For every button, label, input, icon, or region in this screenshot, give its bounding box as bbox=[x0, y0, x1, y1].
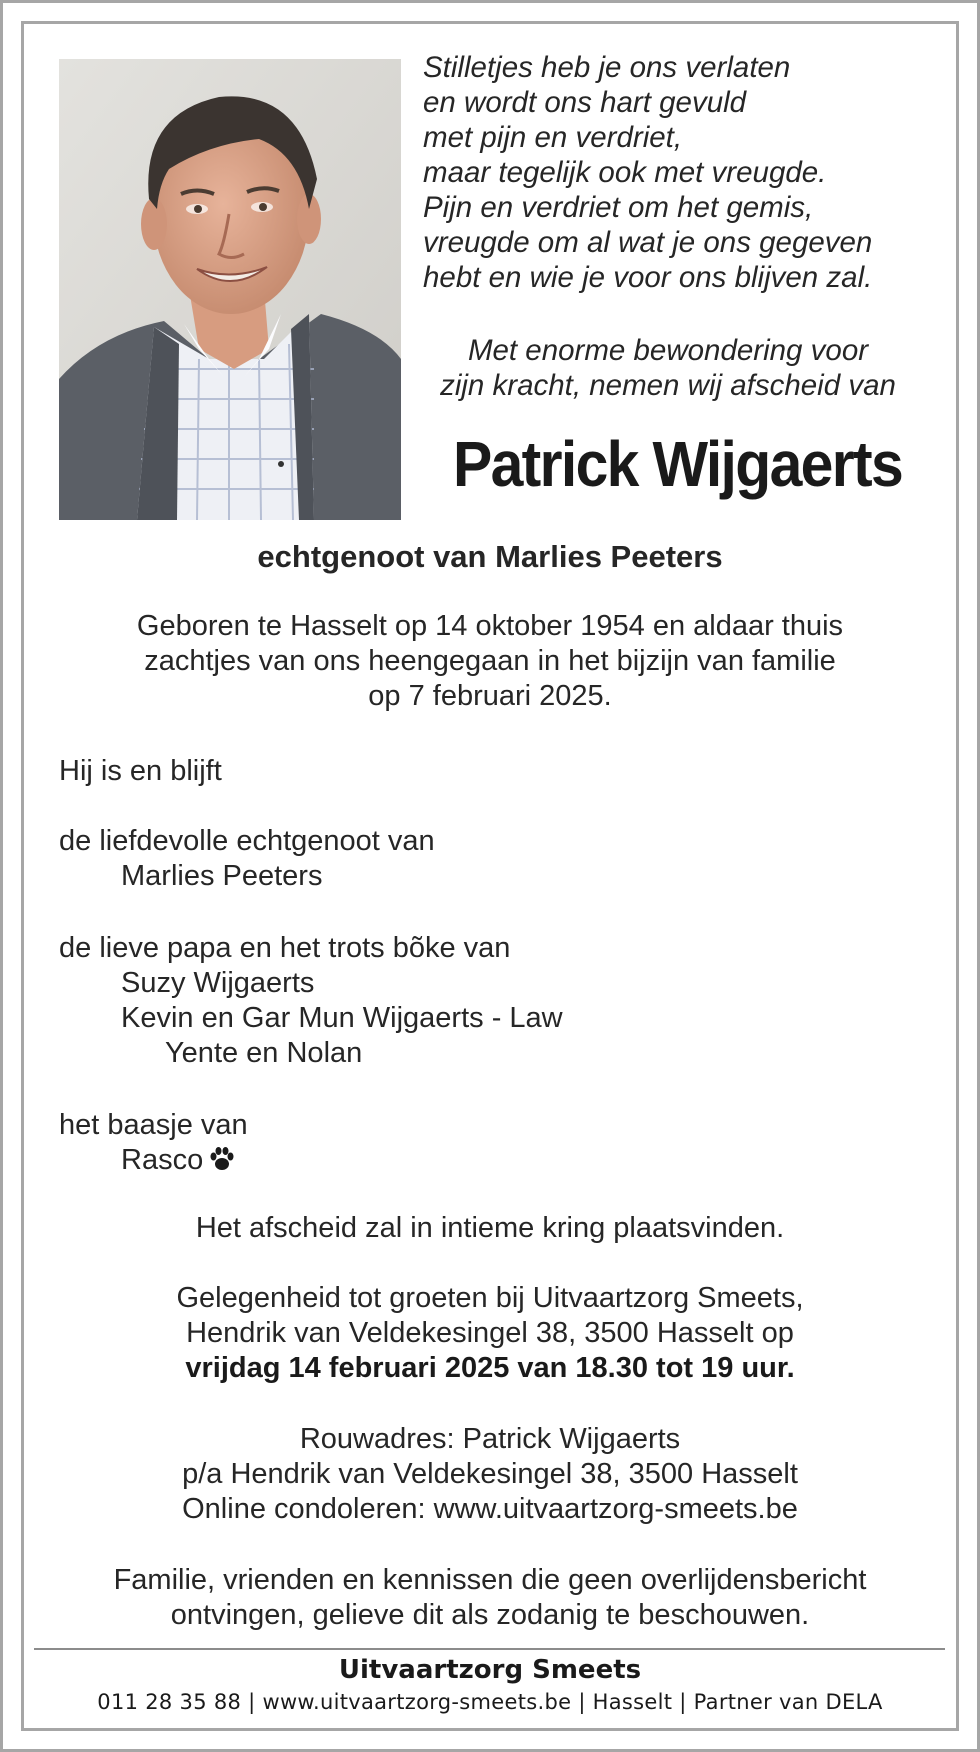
birth-line: Geboren te Hasselt op 14 oktober 1954 en aldaar thuis bbox=[136, 610, 844, 642]
poem-line: Stilletjes heb je ons verlaten bbox=[423, 51, 791, 84]
tribute-text bbox=[408, 333, 928, 403]
notice-line: Familie, vrienden en kennissen die geen overlijdensbericht bbox=[113, 1564, 867, 1596]
poem bbox=[423, 50, 943, 295]
pet-section bbox=[59, 1108, 248, 1181]
birth-line: op 7 februari 2025. bbox=[368, 680, 612, 712]
grandchildren-names: Yente en Nolan bbox=[165, 1037, 363, 1069]
poem-line: en wordt ons hart gevuld bbox=[423, 86, 747, 119]
poem-line: hebt en wie je voor ons blijven zal. bbox=[423, 261, 873, 294]
pet-name: Rasco bbox=[121, 1144, 204, 1176]
notice-line: ontvingen, gelieve dit als zodanig te beschouwen. bbox=[170, 1599, 810, 1631]
poem-line: vreugde om al wat je ons gegeven bbox=[423, 226, 873, 259]
deceased-name: Patrick Wijgaerts bbox=[452, 428, 903, 500]
visitation-info bbox=[0, 1281, 980, 1386]
farewell-line: Het afscheid zal in intieme kring plaatsvinden. bbox=[195, 1212, 785, 1244]
address-line: p/a Hendrik van Veldekesingel 38, 3500 Hasselt bbox=[182, 1458, 798, 1490]
children-label: de lieve papa en het trots bõke van bbox=[59, 932, 511, 964]
notice-text bbox=[0, 1563, 980, 1633]
child-name: Suzy Wijgaerts bbox=[121, 967, 315, 999]
tribute-line: Met enorme bewondering voor bbox=[467, 334, 869, 367]
visitation-line: Gelegenheid tot groeten bij Uitvaartzorg Smeets, bbox=[176, 1282, 804, 1314]
footer-divider bbox=[34, 1648, 945, 1650]
portrait-photo bbox=[59, 59, 401, 520]
spouse-label: de liefdevolle echtgenoot van bbox=[59, 825, 435, 857]
poem-line: Pijn en verdriet om het gemis, bbox=[423, 191, 814, 224]
footer-company: Uitvaartzorg Smeets bbox=[338, 1655, 642, 1685]
footer-contact: 011 28 35 88 | www.uitvaartzorg-smeets.be | Hasselt | Partner van DELA bbox=[97, 1690, 883, 1714]
condolence-line: Online condoleren: www.uitvaartzorg-smeets.be bbox=[182, 1493, 798, 1525]
pet-line bbox=[59, 1143, 248, 1181]
spouse-name: Marlies Peeters bbox=[121, 860, 323, 892]
family-intro: Hij is en blijft bbox=[59, 755, 222, 787]
poem-line: maar tegelijk ook met vreugde. bbox=[423, 156, 827, 189]
address-line: Rouwadres: Patrick Wijgaerts bbox=[299, 1423, 681, 1455]
visitation-line: Hendrik van Veldekesingel 38, 3500 Hasselt op bbox=[186, 1317, 794, 1349]
tribute-line: zijn kracht, nemen wij afscheid van bbox=[440, 369, 896, 402]
spouse-line: echtgenoot van Marlies Peeters bbox=[257, 539, 723, 574]
birth-details bbox=[0, 609, 980, 714]
poem-line: met pijn en verdriet, bbox=[423, 121, 683, 154]
address-info bbox=[0, 1422, 980, 1527]
children-section bbox=[59, 931, 563, 1071]
pet-label: het baasje van bbox=[59, 1109, 248, 1141]
birth-line: zachtjes van ons heengegaan in het bijzijn van familie bbox=[144, 645, 836, 677]
visitation-datetime: vrijdag 14 februari 2025 van 18.30 tot 19 uur. bbox=[185, 1352, 795, 1384]
spouse-section bbox=[59, 824, 435, 894]
paw-icon bbox=[209, 1146, 235, 1181]
child-name: Kevin en Gar Mun Wijgaerts - Law bbox=[121, 1002, 563, 1034]
